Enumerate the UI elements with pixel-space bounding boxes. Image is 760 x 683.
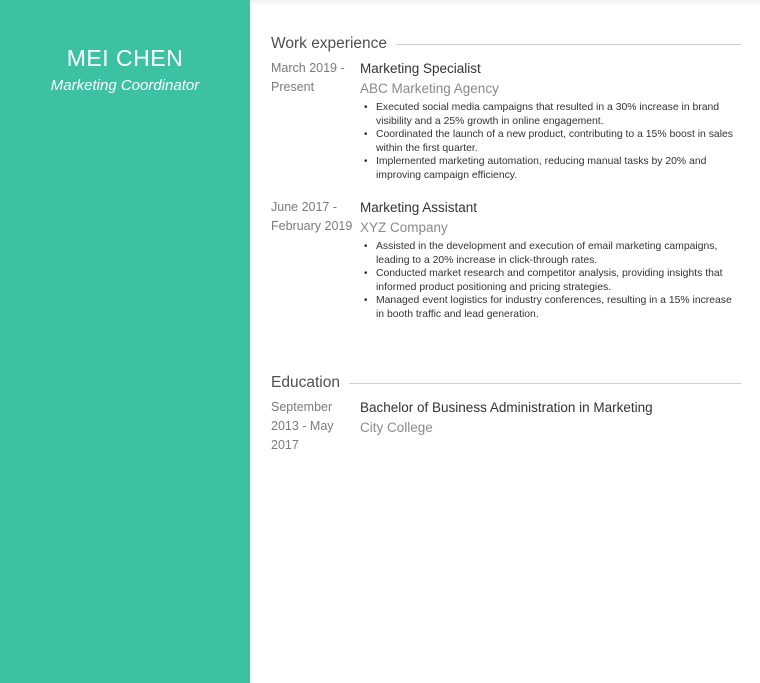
top-shadow [250,0,760,6]
achievement-item [360,294,741,321]
bullet-dot-icon: • [364,295,368,306]
bullet-dot-icon: • [364,268,368,279]
bullet-dot-icon: • [364,241,368,252]
section-divider [396,44,741,45]
job-title: Marketing Assistant [360,200,478,215]
entry-dates: June 2017 - February 2019 [271,200,353,233]
achievement-item [360,128,741,155]
work-experience-heading: Work experience [271,35,388,52]
education-heading: Education [271,374,340,391]
achievement-text: Assisted in the development and execution of email marketing campaigns, leading to a 20% increase in click-through rates. [376,241,718,266]
achievement-text: Conducted market research and competitor analysis, providing insights that informed product positioning and pricing strategies. [376,268,723,293]
company-name: ABC Marketing Agency [360,81,499,96]
section-divider [349,383,741,384]
company-name: XYZ Company [360,220,448,235]
achievement-text: Implemented marketing automation, reducing manual tasks by 20% and improving campaign efficiency. [376,156,707,181]
bullet-dot-icon: • [364,102,368,113]
entry-content [360,198,741,321]
entry-content [360,398,741,437]
work-experience-header [271,35,741,53]
candidate-role: Marketing Coordinator [50,77,200,94]
achievement-list [360,240,741,321]
job-title: Marketing Specialist [360,61,481,76]
achievement-item [360,267,741,294]
sidebar [0,0,250,683]
achievement-text: Managed event logistics for industry conferences, resulting in a 15% increase in booth traffic and lead generation. [376,295,732,320]
bullet-dot-icon: • [364,129,368,140]
degree-title: Bachelor of Business Administration in Marketing [360,400,653,415]
achievement-list [360,101,741,182]
entry-dates: March 2019 - Present [271,61,345,94]
achievement-text: Coordinated the launch of a new product, contributing to a 15% boost in sales within the first quarter. [376,129,733,154]
bullet-dot-icon: • [364,156,368,167]
education-header [271,374,741,392]
achievement-item [360,155,741,182]
achievement-item [360,101,741,128]
entry-dates: September 2013 - May 2017 [271,400,334,452]
entry-content [360,59,741,182]
achievement-text: Executed social media campaigns that resulted in a 30% increase in brand visibility and a 25% growth in online engagement. [376,102,720,127]
achievement-item [360,240,741,267]
candidate-name: MEI CHEN [66,45,184,71]
school-name: City College [360,420,433,435]
